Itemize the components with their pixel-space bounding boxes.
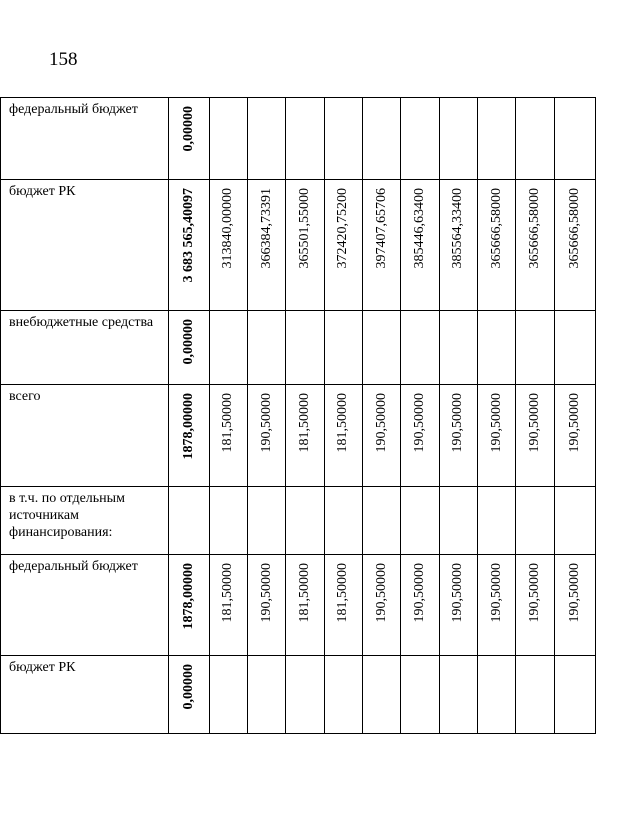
year-value: 397407,65706	[373, 188, 389, 269]
total-value: 1878,00000	[181, 393, 197, 460]
year-value: 365666,58000	[526, 188, 542, 269]
total-value: 0,00000	[181, 106, 197, 152]
year-value-cell	[516, 98, 554, 180]
year-value-cell	[362, 311, 400, 385]
year-value-cell	[401, 385, 439, 487]
table-row	[1, 555, 596, 656]
year-value: 190,50000	[450, 563, 466, 623]
year-value-cell	[362, 180, 400, 311]
year-value-cell	[477, 311, 515, 385]
year-value-cell	[324, 98, 362, 180]
year-value-cell	[286, 487, 324, 555]
year-value-cell	[554, 487, 595, 555]
year-value-cell	[209, 555, 247, 656]
row-label: бюджет РК	[1, 656, 169, 734]
row-label: в т.ч. по отдельным источникам финансирования:	[1, 487, 169, 555]
row-label: федеральный бюджет	[1, 98, 169, 180]
year-value-cell	[248, 555, 286, 656]
year-value: 190,50000	[373, 393, 389, 453]
year-value-cell	[477, 555, 515, 656]
year-value-cell	[401, 311, 439, 385]
year-value: 181,50000	[297, 393, 313, 453]
year-value-cell	[401, 98, 439, 180]
year-value-cell	[477, 656, 515, 734]
year-value-cell	[516, 385, 554, 487]
year-value-cell	[324, 487, 362, 555]
year-value: 190,50000	[526, 393, 542, 453]
year-value-cell	[362, 385, 400, 487]
year-value-cell	[286, 656, 324, 734]
year-value: 190,50000	[411, 563, 427, 623]
year-value: 365666,58000	[566, 188, 582, 269]
year-value-cell	[286, 311, 324, 385]
year-value: 365501,55000	[297, 188, 313, 269]
table-row	[1, 656, 596, 734]
year-value: 190,50000	[450, 393, 466, 453]
year-value: 385446,63400	[411, 188, 427, 269]
year-value-cell	[554, 180, 595, 311]
total-cell	[169, 656, 209, 734]
year-value-cell	[248, 656, 286, 734]
year-value-cell	[248, 98, 286, 180]
year-value-cell	[516, 555, 554, 656]
year-value-cell	[324, 180, 362, 311]
year-value: 190,50000	[566, 393, 582, 453]
year-value-cell	[362, 98, 400, 180]
total-cell	[169, 487, 209, 555]
table-row	[1, 487, 596, 555]
year-value: 190,50000	[258, 393, 274, 453]
year-value: 181,50000	[335, 393, 351, 453]
row-label: бюджет РК	[1, 180, 169, 311]
year-value-cell	[439, 180, 477, 311]
year-value-cell	[286, 180, 324, 311]
year-value: 181,50000	[220, 563, 236, 623]
year-value-cell	[248, 487, 286, 555]
year-value: 190,50000	[488, 393, 504, 453]
total-value: 3 683 565,40097	[181, 188, 197, 283]
year-value: 181,50000	[220, 393, 236, 453]
year-value-cell	[477, 180, 515, 311]
year-value-cell	[209, 487, 247, 555]
total-value: 1878,00000	[181, 563, 197, 630]
table-row	[1, 180, 596, 311]
year-value-cell	[324, 311, 362, 385]
year-value: 372420,75200	[335, 188, 351, 269]
year-value-cell	[516, 180, 554, 311]
year-value-cell	[248, 180, 286, 311]
year-value: 190,50000	[411, 393, 427, 453]
total-cell	[169, 311, 209, 385]
year-value-cell	[477, 385, 515, 487]
year-value-cell	[439, 656, 477, 734]
year-value-cell	[477, 487, 515, 555]
total-value: 0,00000	[181, 664, 197, 710]
year-value-cell	[554, 311, 595, 385]
year-value-cell	[554, 555, 595, 656]
year-value: 313840,00000	[220, 188, 236, 269]
year-value-cell	[439, 385, 477, 487]
year-value-cell	[554, 98, 595, 180]
year-value-cell	[362, 555, 400, 656]
row-label: внебюджетные средства	[1, 311, 169, 385]
year-value-cell	[516, 487, 554, 555]
year-value: 190,50000	[373, 563, 389, 623]
year-value: 181,50000	[297, 563, 313, 623]
year-value: 385564,33400	[450, 188, 466, 269]
year-value: 190,50000	[566, 563, 582, 623]
total-cell	[169, 555, 209, 656]
table-row	[1, 311, 596, 385]
year-value-cell	[209, 98, 247, 180]
year-value-cell	[439, 98, 477, 180]
total-cell	[169, 98, 209, 180]
year-value-cell	[286, 555, 324, 656]
table-row	[1, 385, 596, 487]
total-cell	[169, 180, 209, 311]
year-value-cell	[209, 656, 247, 734]
year-value-cell	[554, 656, 595, 734]
year-value-cell	[401, 487, 439, 555]
year-value-cell	[324, 656, 362, 734]
year-value-cell	[324, 385, 362, 487]
year-value-cell	[554, 385, 595, 487]
year-value-cell	[439, 487, 477, 555]
total-cell	[169, 385, 209, 487]
year-value-cell	[286, 385, 324, 487]
year-value-cell	[516, 656, 554, 734]
year-value: 366384,73391	[258, 188, 274, 269]
year-value-cell	[477, 98, 515, 180]
year-value-cell	[362, 656, 400, 734]
year-value-cell	[362, 487, 400, 555]
year-value-cell	[516, 311, 554, 385]
year-value-cell	[439, 555, 477, 656]
row-label: всего	[1, 385, 169, 487]
year-value-cell	[401, 180, 439, 311]
row-label: федеральный бюджет	[1, 555, 169, 656]
year-value-cell	[248, 385, 286, 487]
year-value: 181,50000	[335, 563, 351, 623]
budget-table	[0, 97, 596, 734]
year-value-cell	[401, 656, 439, 734]
year-value: 190,50000	[526, 563, 542, 623]
year-value-cell	[286, 98, 324, 180]
year-value: 190,50000	[488, 563, 504, 623]
year-value: 365666,58000	[488, 188, 504, 269]
total-value: 0,00000	[181, 319, 197, 365]
year-value-cell	[401, 555, 439, 656]
year-value-cell	[209, 180, 247, 311]
year-value-cell	[439, 311, 477, 385]
year-value-cell	[209, 311, 247, 385]
page-number: 158	[49, 49, 78, 70]
year-value: 190,50000	[258, 563, 274, 623]
year-value-cell	[209, 385, 247, 487]
year-value-cell	[248, 311, 286, 385]
table-row	[1, 98, 596, 180]
year-value-cell	[324, 555, 362, 656]
